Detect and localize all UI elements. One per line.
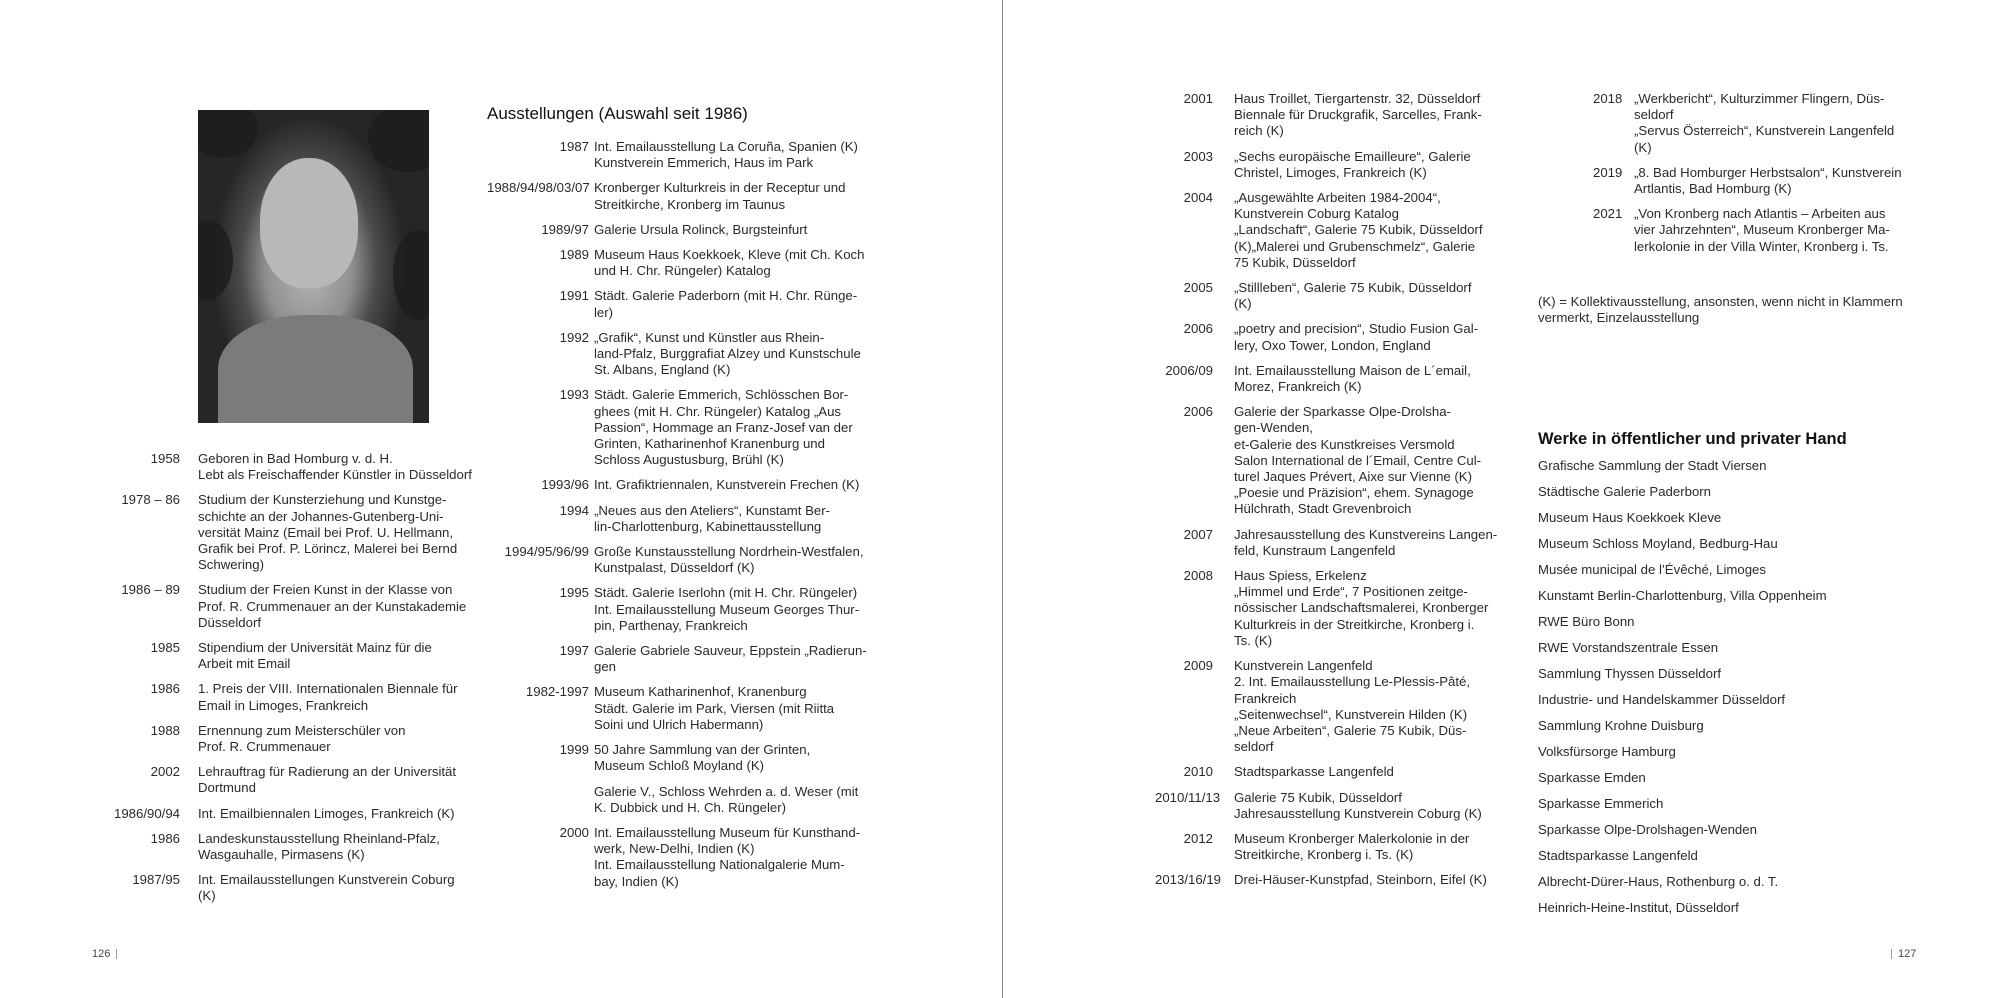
entry-line: Salon International de l´Email, Centre Cul-	[1234, 452, 1482, 468]
entry-line: „Neues aus den Ateliers“, Kunstamt Ber-	[594, 502, 831, 518]
entry-line: „poetry and precision“, Studio Fusion Gal-	[1234, 321, 1479, 337]
entry-line: K. Dubbick und H. Ch. Rüngeler)	[594, 799, 787, 815]
entry-row	[1593, 91, 1973, 156]
entry-text	[594, 503, 887, 535]
entry-line: Email in Limoges, Frankreich	[198, 697, 369, 713]
entry-line: Städt. Galerie Iserlohn (mit H. Chr. Rüngeler)	[594, 585, 858, 601]
entry-text	[1234, 321, 1515, 353]
entry-text	[1234, 658, 1515, 755]
entry-text	[594, 643, 887, 675]
entry-row	[487, 825, 887, 890]
entry-row	[1155, 831, 1515, 863]
page-number-left-text: 126	[92, 948, 111, 960]
entry-line: (K)	[198, 888, 216, 904]
entry-row	[1155, 363, 1515, 395]
entry-line: Prof. R. Crummenauer an der Kunstakademie	[198, 598, 467, 614]
entry-text	[594, 247, 887, 279]
entry-text	[594, 477, 887, 493]
entry-line: 50 Jahre Sammlung van der Grinten,	[594, 742, 811, 758]
works-heading: Werke in öffentlicher und privater Hand	[1538, 430, 1847, 448]
entry-text	[594, 585, 887, 634]
exhibitions-subtitle: (Auswahl seit 1986)	[598, 104, 748, 123]
exhibitions-section	[487, 104, 887, 899]
entry-year: 1988	[150, 722, 180, 738]
works-item: Sammlung Krohne Duisburg	[1538, 718, 1704, 733]
entry-text	[594, 544, 887, 576]
entry-line: lin-Charlottenburg, Kabinettausstellung	[594, 518, 822, 534]
entry-text	[198, 806, 470, 822]
exhibitions-list-continued	[1155, 91, 1515, 898]
works-item: Städtische Galerie Paderborn	[1538, 484, 1712, 499]
works-item: Kunstamt Berlin-Charlottenburg, Villa Oppenheim	[1538, 588, 1827, 603]
entry-line: (K)„Malerei und Grubenschmelz“, Galerie	[1234, 238, 1476, 254]
entry-line: Int. Emailausstellung La Coruña, Spanien (K)	[594, 139, 858, 154]
works-item: RWE Vorstandszentrale Essen	[1538, 640, 1719, 655]
entry-year: 1982-1997	[525, 684, 589, 700]
entry-text	[198, 582, 470, 631]
entry-year: 1992	[559, 329, 589, 345]
entry-line: turel Jaques Prévert, Aixe sur Vienne (K)	[1234, 469, 1472, 485]
entry-line: werk, New-Delhi, Indien (K)	[594, 841, 755, 857]
entry-row	[100, 582, 470, 631]
entry-year: 1989	[559, 247, 589, 263]
entry-row	[487, 585, 887, 634]
entry-line: (K)	[1234, 296, 1252, 312]
entry-row	[487, 477, 887, 493]
entry-year: 2008	[1183, 568, 1213, 584]
entry-year: 2010	[1183, 764, 1213, 780]
entry-text	[1234, 872, 1515, 888]
entry-line: Kunstverein Langenfeld	[1234, 658, 1373, 674]
entry-year: 1986	[150, 830, 180, 846]
entry-text	[594, 784, 887, 816]
entry-year: 2001	[1183, 91, 1213, 106]
entry-line: vier Jahrzehnten“, Museum Kronberger Ma-	[1634, 222, 1890, 238]
entry-row	[1593, 165, 1973, 197]
entry-row	[100, 492, 470, 573]
entry-text	[1234, 91, 1515, 140]
entry-line: Kulturkreis in der Streitkirche, Kronberg i.	[1234, 616, 1475, 632]
legend-note-line: (K) = Kollektivausstellung, ansonsten, wenn nicht in Klammern	[1538, 294, 1903, 309]
entry-line: Morez, Frankreich (K)	[1234, 379, 1362, 395]
entry-row	[487, 288, 887, 320]
works-item: Museum Schloss Moyland, Bedburg-Hau	[1538, 536, 1778, 551]
entry-line: Kronberger Kulturkreis in der Receptur und	[594, 180, 846, 196]
entry-line: „Servus Österreich“, Kunstverein Langenfeld	[1634, 123, 1895, 139]
entry-text	[198, 764, 470, 796]
entry-row	[1155, 658, 1515, 755]
entry-line: Große Kunstausstellung Nordrhein-Westfalen,	[594, 544, 864, 560]
entry-line: Streitkirche, Kronberg i. Ts. (K)	[1234, 847, 1414, 863]
works-item: Volksfürsorge Hamburg	[1538, 744, 1676, 759]
entry-line: Frankreich	[1234, 690, 1297, 706]
entry-line: Int. Emailausstellungen Kunstverein Coburg	[198, 872, 455, 888]
entry-row	[487, 330, 887, 379]
entry-row	[487, 387, 887, 468]
entry-text	[1234, 831, 1515, 863]
entry-line: 1. Preis der VIII. Internationalen Biennale für	[198, 681, 458, 697]
entry-text	[198, 640, 470, 672]
entry-line: Grafik bei Prof. P. Lörincz, Malerei bei Bernd	[198, 541, 458, 557]
entry-text	[594, 222, 887, 238]
entry-year: 2002	[150, 764, 180, 780]
entry-line: seldorf	[1234, 739, 1274, 755]
page-number-left	[92, 946, 123, 962]
page-number-right	[1885, 946, 1916, 962]
entry-line: Drei-Häuser-Kunstpfad, Steinborn, Eifel (K)	[1234, 872, 1487, 888]
entry-year: 1978 – 86	[121, 492, 180, 508]
entry-line: Museum Kronberger Malerkolonie in der	[1234, 830, 1470, 846]
entry-row	[1155, 404, 1515, 517]
entry-text	[594, 139, 887, 171]
works-item: Albrecht-Dürer-Haus, Rothenburg o. d. T.	[1538, 874, 1779, 889]
entry-row	[1155, 872, 1515, 888]
entry-line: Wasgauhalle, Pirmasens (K)	[198, 847, 365, 863]
entry-text	[594, 330, 887, 379]
entry-line: gen-Wenden,	[1234, 420, 1313, 436]
entry-row	[487, 180, 887, 212]
works-item: Musée municipal de l’Évêché, Limoges	[1538, 562, 1766, 577]
entry-line: schichte an der Johannes-Gutenberg-Uni-	[198, 508, 444, 524]
entry-line: Schloss Augustusburg, Brühl (K)	[594, 452, 784, 468]
entry-line: Ts. (K)	[1234, 632, 1273, 648]
entry-year: 2000	[559, 824, 589, 840]
entry-line: Kunstverein Emmerich, Haus im Park	[594, 155, 814, 171]
entry-text	[1234, 149, 1515, 181]
entry-line: Lebt als Freischaffender Künstler in Düsseldorf	[198, 467, 472, 483]
entry-line: Arbeit mit Email	[198, 656, 291, 672]
entry-row	[1155, 321, 1515, 353]
entry-row	[1155, 280, 1515, 312]
works-item: Sparkasse Emmerich	[1538, 796, 1664, 811]
entry-year: 2013/16/19	[1155, 872, 1222, 888]
entry-row	[100, 640, 470, 672]
entry-row	[100, 723, 470, 755]
legend-note	[1538, 294, 1958, 326]
entry-line: Artlantis, Bad Homburg (K)	[1634, 181, 1792, 197]
entry-row	[487, 139, 887, 171]
entry-line: ghees (mit H. Chr. Rüngeler) Katalog „Aus	[594, 403, 842, 419]
entry-line: Haus Troillet, Tiergartenstr. 32, Düsseldorf	[1234, 91, 1481, 106]
works-list	[1538, 458, 1968, 916]
entry-line: „Werkbericht“, Kulturzimmer Flingern, Düs-	[1634, 91, 1885, 106]
entry-year: 1987/95	[132, 872, 180, 888]
entry-text	[198, 451, 472, 483]
entry-line: Städt. Galerie im Park, Viersen (mit Riitta	[594, 700, 835, 716]
entry-line: Landeskunstausstellung Rheinland-Pfalz,	[198, 830, 440, 846]
entry-text	[594, 825, 887, 890]
entry-row	[100, 806, 470, 822]
entry-line: Int. Emailausstellung Nationalgalerie Mum-	[594, 857, 845, 873]
entry-line: Jahresausstellung des Kunstvereins Langen-	[1234, 526, 1498, 542]
entry-line: „Poesie und Präzision“, ehem. Synagoge	[1234, 485, 1474, 501]
entry-year: 2006	[1183, 321, 1213, 337]
entry-text	[1234, 404, 1515, 517]
exhibitions-heading	[487, 104, 887, 124]
entry-year: 1997	[559, 643, 589, 659]
entry-row	[100, 681, 470, 713]
entry-row	[1155, 149, 1515, 181]
entry-line: Int. Grafiktriennalen, Kunstverein Frechen (K)	[594, 477, 860, 493]
entry-line: Galerie 75 Kubik, Düsseldorf	[1234, 789, 1402, 805]
entry-year: 2012	[1183, 830, 1213, 846]
works-item: Stadtsparkasse Langenfeld	[1538, 848, 1698, 863]
works-section	[1538, 429, 1968, 926]
entry-row	[487, 643, 887, 675]
entry-row	[100, 764, 470, 796]
entry-line: Ernennung zum Meisterschüler von	[198, 722, 406, 738]
entry-year: 1999	[559, 742, 589, 758]
entry-line: Schwering)	[198, 557, 264, 573]
entry-line: Int. Emailausstellung Maison de L´email,	[1234, 362, 1471, 378]
entry-line: Passion“, Hommage an Franz-Josef van der	[594, 419, 853, 435]
entry-line: Galerie Ursula Rolinck, Burgsteinfurt	[594, 221, 808, 237]
entry-line: feld, Kunstraum Langenfeld	[1234, 542, 1396, 558]
entry-line: „Stillleben“, Galerie 75 Kubik, Düsseldorf	[1234, 280, 1472, 296]
works-item: Sparkasse Emden	[1538, 770, 1646, 785]
entry-year: 2019	[1593, 164, 1623, 180]
entry-text	[198, 872, 470, 904]
entry-year: 2010/11/13	[1155, 789, 1221, 805]
entry-year: 2007	[1183, 526, 1213, 542]
entry-line: Museum Haus Koekkoek, Kleve (mit Ch. Koch	[594, 247, 865, 263]
entry-text	[1234, 764, 1515, 780]
entry-year: 1995	[559, 585, 589, 601]
entry-row	[1155, 790, 1515, 822]
entry-row	[487, 222, 887, 238]
entry-text	[198, 492, 470, 573]
entry-row	[1155, 527, 1515, 559]
entry-line: „Landschaft“, Galerie 75 Kubik, Düsseldorf	[1234, 222, 1483, 238]
exhibitions-list-recent	[1593, 91, 1973, 264]
entry-line: Biennale für Druckgrafik, Sarcelles, Frank-	[1234, 107, 1482, 123]
entry-line: „Himmel und Erde“, 7 Positionen zeitge-	[1234, 584, 1468, 600]
entry-year: 1988/94/98/03/07	[487, 180, 590, 196]
entry-line: Christel, Limoges, Frankreich (K)	[1234, 164, 1427, 180]
exhibitions-title: Ausstellungen	[487, 104, 594, 123]
entry-year: 2021	[1593, 206, 1623, 222]
entry-year: 1994/95/96/99	[504, 544, 589, 560]
entry-line: pin, Parthenay, Frankreich	[594, 617, 748, 633]
entry-line: et-Galerie des Kunstkreises Versmold	[1234, 436, 1455, 452]
entry-line: Galerie V., Schloss Wehrden a. d. Weser (mit	[594, 783, 859, 799]
entry-row	[487, 684, 887, 733]
exhibitions-list	[487, 139, 887, 890]
entry-line: Studium der Freien Kunst in der Klasse von	[198, 582, 453, 598]
entry-line: Soini und Ulrich Habermann)	[594, 716, 764, 732]
entry-line: „Grafik“, Kunst und Künstler aus Rhein-	[594, 329, 825, 345]
entry-line: Geboren in Bad Homburg v. d. H.	[198, 451, 393, 466]
entry-year: 2006	[1183, 404, 1213, 420]
entry-text	[1234, 568, 1515, 649]
entry-line: Museum Schloß Moyland (K)	[594, 758, 765, 774]
entry-line: reich (K)	[1234, 123, 1284, 139]
entry-line: bay, Indien (K)	[594, 873, 679, 889]
entry-line: 75 Kubik, Düsseldorf	[1234, 254, 1356, 270]
entry-year: 2003	[1183, 148, 1213, 164]
entry-year: 1986/90/94	[113, 805, 180, 821]
entry-year: 2009	[1183, 658, 1213, 674]
entry-row	[1593, 206, 1973, 255]
entry-line: Stadtsparkasse Langenfeld	[1234, 764, 1394, 780]
entry-year: 1986 – 89	[121, 582, 180, 598]
entry-line: Kunstpalast, Düsseldorf (K)	[594, 560, 755, 576]
entry-line: „Sechs europäische Emailleure“, Galerie	[1234, 148, 1471, 164]
entry-row	[487, 742, 887, 774]
entry-text	[594, 684, 887, 733]
entry-line: „Ausgewählte Arbeiten 1984-2004“,	[1234, 190, 1441, 206]
entry-row	[100, 872, 470, 904]
entry-text	[1234, 190, 1515, 271]
works-item: RWE Büro Bonn	[1538, 614, 1635, 629]
entry-line: Hülchrath, Stadt Grevenbroich	[1234, 501, 1412, 517]
entry-text	[1234, 527, 1515, 559]
entry-row	[487, 247, 887, 279]
entry-line: und H. Chr. Rüngeler) Katalog	[594, 263, 771, 279]
entry-year: 1993	[559, 387, 589, 403]
entry-year: 1994	[559, 502, 589, 518]
page-number-right-text: 127	[1898, 948, 1917, 960]
entry-line: land-Pfalz, Burggrafiat Alzey und Kunstschule	[594, 346, 861, 362]
entry-text	[594, 387, 887, 468]
works-item: Heinrich-Heine-Institut, Düsseldorf	[1538, 900, 1739, 915]
entry-year: 2004	[1183, 190, 1213, 206]
entry-line: Düsseldorf	[198, 614, 262, 630]
entry-line: Grinten, Katharinenhof Kranenburg und	[594, 436, 825, 452]
entry-line: „8. Bad Homburger Herbstsalon“, Kunstverein	[1634, 164, 1902, 180]
entry-line: Dortmund	[198, 780, 256, 796]
entry-text	[198, 831, 470, 863]
entry-line: lery, Oxo Tower, London, England	[1234, 337, 1431, 353]
works-item: Grafische Sammlung der Stadt Viersen	[1538, 458, 1767, 473]
entry-text	[1234, 790, 1515, 822]
works-item: Sparkasse Olpe-Drolshagen-Wenden	[1538, 822, 1757, 837]
entry-year: 2006/09	[1165, 362, 1213, 378]
entry-line: seldorf	[1634, 107, 1674, 123]
entry-row	[1155, 190, 1515, 271]
entry-row	[100, 831, 470, 863]
entry-line: 2. Int. Emailausstellung Le-Plessis-Pâté,	[1234, 674, 1471, 690]
entry-text	[594, 742, 887, 774]
entry-text	[1634, 91, 1973, 156]
works-item: Sammlung Thyssen Düsseldorf	[1538, 666, 1721, 681]
entry-text	[1234, 280, 1515, 312]
entry-line: Lehrauftrag für Radierung an der Universität	[198, 764, 457, 780]
entry-year	[487, 784, 594, 816]
works-item: Industrie- und Handelskammer Düsseldorf	[1538, 692, 1786, 707]
entry-year: 2005	[1183, 280, 1213, 296]
entry-year: 1991	[559, 288, 589, 304]
entry-text	[198, 723, 470, 755]
entry-year: 1989/97	[541, 221, 589, 237]
entry-row	[1155, 91, 1515, 140]
entry-year: 1987	[559, 139, 589, 154]
entry-line: Städt. Galerie Emmerich, Schlösschen Bor-	[594, 387, 849, 403]
entry-text	[198, 681, 470, 713]
entry-line: St. Albans, England (K)	[594, 362, 731, 378]
entry-year: 1993/96	[541, 477, 589, 493]
entry-year: 1985	[150, 640, 180, 656]
entry-line: Galerie Gabriele Sauveur, Eppstein „Radierun-	[594, 643, 867, 659]
entry-line: Museum Katharinenhof, Kranenburg	[594, 684, 807, 700]
entry-row	[487, 544, 887, 576]
entry-line: nössischer Landschaftsmalerei, Kronberger	[1234, 600, 1489, 616]
entry-line: Int. Emailausstellung Museum Georges Thur-	[594, 601, 860, 617]
entry-line: versität Mainz (Email bei Prof. U. Hellmann,	[198, 524, 454, 540]
entry-text	[1634, 165, 1973, 197]
entry-row	[100, 451, 470, 483]
entry-year: 2018	[1593, 91, 1623, 106]
right-page	[1003, 0, 2000, 998]
entry-line: gen	[594, 659, 617, 675]
biography-list	[100, 451, 470, 914]
entry-line: Kunstverein Coburg Katalog	[1234, 206, 1399, 222]
entry-line: Galerie der Sparkasse Olpe-Drolsha-	[1234, 404, 1451, 420]
entry-row	[1155, 568, 1515, 649]
entry-line: (K)	[1634, 139, 1652, 155]
entry-line: „Seitenwechsel“, Kunstverein Hilden (K)	[1234, 706, 1468, 722]
entry-row	[487, 503, 887, 535]
entry-line: Streitkirche, Kronberg im Taunus	[594, 196, 786, 212]
entry-year: 1958	[150, 451, 180, 466]
entry-line: Stipendium der Universität Mainz für die	[198, 640, 432, 656]
entry-line: Haus Spiess, Erkelenz	[1234, 568, 1367, 584]
entry-line: Prof. R. Crummenauer	[198, 739, 331, 755]
entry-line: „Neue Arbeiten“, Galerie 75 Kubik, Düs-	[1234, 722, 1467, 738]
entry-row	[487, 784, 887, 816]
entry-line: Int. Emailausstellung Museum für Kunsthand-	[594, 824, 861, 840]
entry-line: Int. Emailbiennalen Limoges, Frankreich (K)	[198, 805, 455, 821]
entry-text	[1634, 206, 1973, 255]
entry-text	[594, 180, 887, 212]
entry-text	[1234, 363, 1515, 395]
entry-line: Studium der Kunsterziehung und Kunstge-	[198, 492, 447, 508]
entry-line: ler)	[594, 304, 614, 320]
works-item: Museum Haus Koekkoek Kleve	[1538, 510, 1722, 525]
entry-line: Jahresausstellung Kunstverein Coburg (K)	[1234, 805, 1482, 821]
entry-line: „Von Kronberg nach Atlantis – Arbeiten aus	[1634, 206, 1886, 222]
artist-portrait-photo	[198, 110, 429, 423]
entry-line: Städt. Galerie Paderborn (mit H. Chr. Rünge-	[594, 288, 858, 304]
legend-note-line: vermerkt, Einzelausstellung	[1538, 310, 1700, 326]
entry-line: lerkolonie in der Villa Winter, Kronberg i. Ts.	[1634, 238, 1889, 254]
entry-year: 1986	[150, 681, 180, 697]
entry-text	[594, 288, 887, 320]
entry-row	[1155, 764, 1515, 780]
